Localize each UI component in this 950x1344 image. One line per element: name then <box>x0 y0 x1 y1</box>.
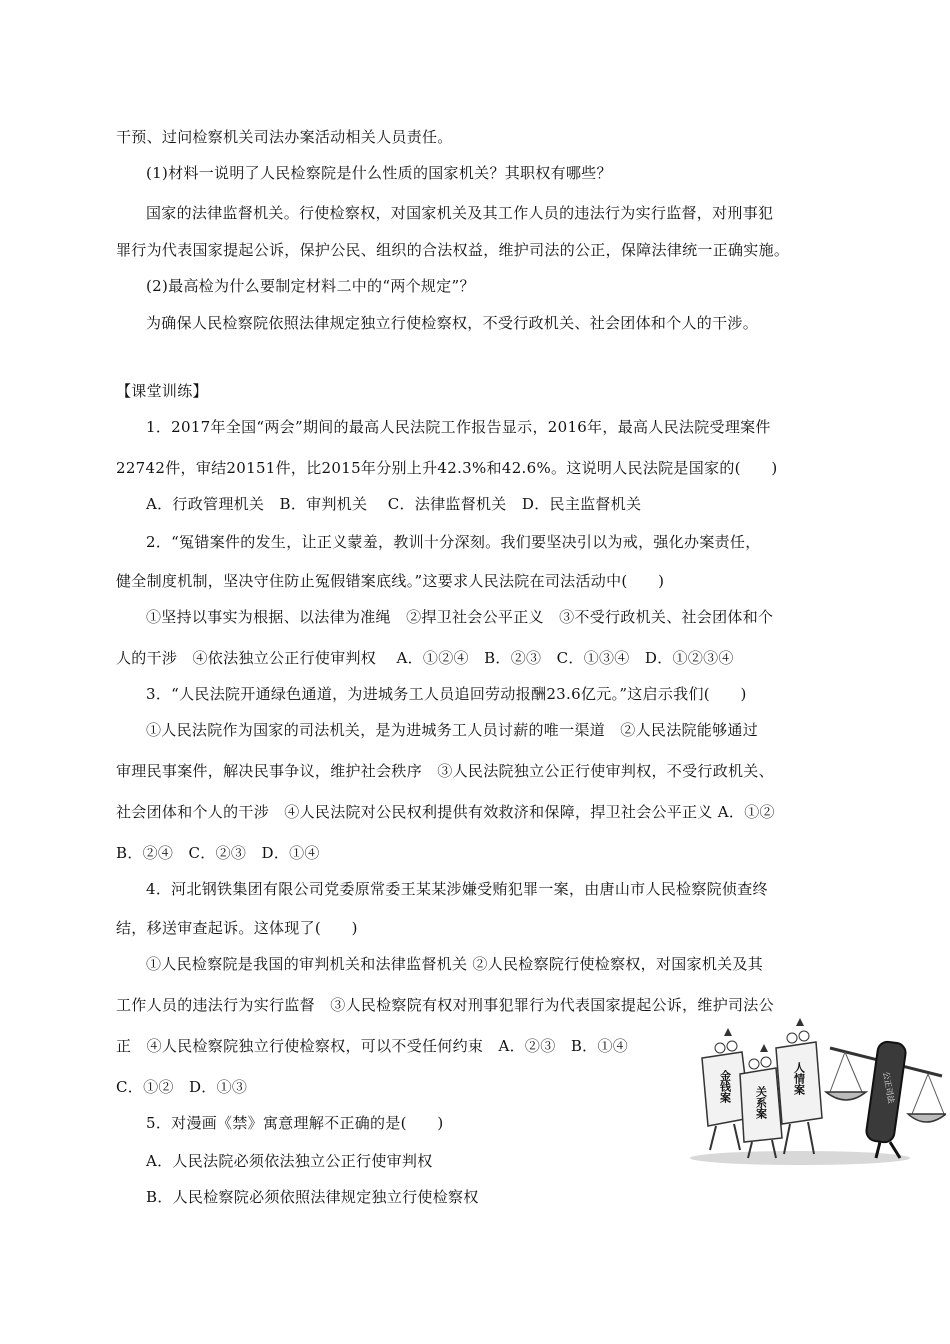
exercise-4-items-cont: 工作人员的违法行为实行监督 ③人民检察院有权对刑事犯罪行为代表国家提起公诉，维护司法公 <box>116 996 774 1014</box>
answer-2: 为确保人民检察院依照法律规定独立行使检察权，不受行政机关、社会团体和个人的干涉。 <box>146 314 759 332</box>
exercise-1-cont: 22742件，审结20151件，比2015年分别上升42.3%和42.6%。这说明人民法院是国家的( ) <box>116 459 778 477</box>
exercise-4-cont: 结，移送审查起诉。这体现了( ) <box>116 919 358 937</box>
exercise-3: 3．“人民法院开通绿色通道，为进城务工人员追回劳动报酬23.6亿元。”这启示我们( ) <box>146 685 747 703</box>
answer-1-cont: 罪行为代表国家提起公诉，保护公民、组织的合法权益，维护司法的公正，保障法律统一正确实施。 <box>116 241 790 259</box>
text-line: 干预、过问检察机关司法办案活动相关人员责任。 <box>116 128 453 146</box>
exercise-4-items-end: 正 ④人民检察院独立行使检察权，可以不受任何约束 A．②③ B．①④ <box>116 1037 629 1055</box>
exercise-3-options: B．②④ C．②③ D．①④ <box>116 844 320 862</box>
cartoon-illustration <box>680 1018 946 1168</box>
sign-mid-label: 关系案 <box>754 1086 768 1119</box>
exercise-3-items-end: 社会团体和个人的干涉 ④人民法院对公民权利提供有效救济和保障，捍卫社会公平正义 A．①② <box>116 803 775 821</box>
exercise-1-options: A．行政管理机关 B．审判机关 C．法律监督机关 D．民主监督机关 <box>146 495 642 513</box>
exercise-4-options: C．①② D．①③ <box>116 1078 248 1096</box>
sign-left-label: 金钱案 <box>718 1070 732 1103</box>
exercise-1: 1．2017年全国“两会”期间的最高人民法院工作报告显示，2016年，最高人民法院受理案件 <box>146 418 771 436</box>
exercise-3-items-cont: 审理民事案件，解决民事争议，维护社会秩序 ③人民法院独立公正行使审判权，不受行政机关、 <box>116 762 774 780</box>
question-2: (2)最高检为什么要制定材料二中的“两个规定”？ <box>146 277 475 295</box>
exercise-4: 4．河北钢铁集团有限公司党委原常委王某某涉嫌受贿犯罪一案，由唐山市人民检察院侦查终 <box>146 880 768 898</box>
exercise-2-items: ①坚持以事实为根据、以法律为准绳 ②捍卫社会公平正义 ③不受行政机关、社会团体和个 <box>146 608 774 626</box>
exercise-5-option-b: B．人民检察院必须依照法律规定独立行使检察权 <box>146 1188 479 1206</box>
section-heading: 【课堂训练】 <box>116 382 208 400</box>
exercise-4-items: ①人民检察院是我国的审判机关和法律监督机关 ②人民检察院行使检察权，对国家机关及其 <box>146 955 764 973</box>
exercise-5: 5．对漫画《禁》寓意理解不正确的是( ) <box>146 1114 444 1132</box>
exercise-2-options: 人的干涉 ④依法独立公正行使审判权 A．①②④ B．②③ C．①③④ D．①②③④ <box>116 649 734 667</box>
answer-1: 国家的法律监督机关。行使检察权，对国家机关及其工作人员的违法行为实行监督，对刑事犯 <box>146 204 774 222</box>
exercise-3-items: ①人民法院作为国家的司法机关，是为进城务工人员讨薪的唯一渠道 ②人民法院能够通过 <box>146 721 759 739</box>
exercise-2-cont: 健全制度机制，坚决守住防止冤假错案底线。”这要求人民法院在司法活动中( ) <box>116 572 665 590</box>
cartoon-jin <box>680 1018 946 1168</box>
question-1: (1)材料一说明了人民检察院是什么性质的国家机关？其职权有哪些？ <box>146 164 612 182</box>
exercise-5-option-a: A．人民法院必须依法独立公正行使审判权 <box>146 1152 433 1170</box>
sign-right-label: 人情案 <box>792 1062 806 1095</box>
exercise-2: 2．“冤错案件的发生，让正义蒙羞，教训十分深刻。我们要坚决引以为戒，强化办案责任， <box>146 533 761 551</box>
scale-label: 公正司法 <box>881 1071 896 1105</box>
